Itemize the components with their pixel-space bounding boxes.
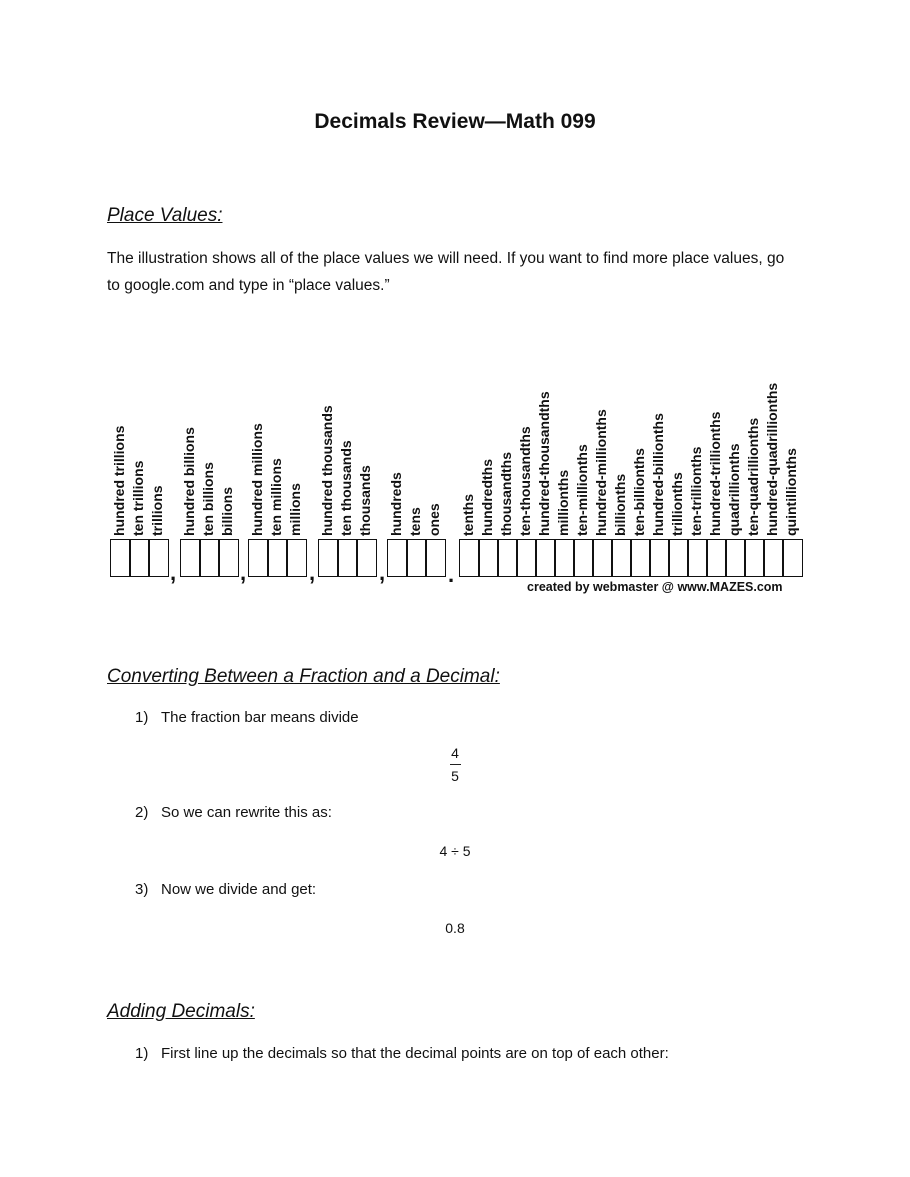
decimal-point: .: [448, 562, 455, 587]
place-value-label: quadrillionths: [726, 443, 742, 536]
place-value-box: [318, 539, 339, 577]
place-value-box: [459, 539, 480, 577]
place-value-box: [478, 539, 499, 577]
place-value-label: trillionths: [669, 472, 685, 536]
place-value-box: [425, 539, 446, 577]
place-values-heading: Place Values:: [107, 205, 223, 226]
fraction-bar: [450, 764, 461, 765]
place-value-box: [744, 539, 765, 577]
place-value-box: [337, 539, 358, 577]
place-value-label: ten thousands: [338, 440, 354, 536]
place-value-label: thousandths: [498, 452, 514, 536]
place-value-box: [706, 539, 727, 577]
step-number: 2): [135, 804, 149, 821]
place-value-box: [286, 539, 307, 577]
place-value-label: hundred thousands: [319, 405, 335, 536]
place-value-box: [356, 539, 377, 577]
place-value-label: thousands: [357, 465, 373, 536]
step-number: 3): [135, 881, 149, 898]
place-value-box: [535, 539, 556, 577]
page-title: Decimals Review—Math 099: [314, 110, 596, 133]
place-value-label: ten-trillionths: [688, 446, 704, 536]
place-value-box: [148, 539, 169, 577]
place-value-box: [782, 539, 803, 577]
step-text: Now we divide and get:: [161, 881, 317, 898]
place-value-box: [199, 539, 220, 577]
place-value-label: billionths: [612, 473, 628, 536]
comma-separator: ,: [379, 560, 386, 585]
place-value-box: [267, 539, 288, 577]
step-number: 1): [135, 1045, 149, 1062]
place-value-label: hundred-thousandths: [536, 391, 552, 536]
place-value-box: [573, 539, 594, 577]
place-value-label: billions: [219, 487, 235, 536]
place-value-box: [497, 539, 518, 577]
place-value-box: [630, 539, 651, 577]
place-value-label: hundred-millionths: [593, 409, 609, 536]
place-value-box: [248, 539, 269, 577]
place-values-paragraph: The illustration shows all of the place values we will need. If you want to find more place values, go to google.com and type in “place values.”: [107, 250, 785, 294]
division-result: 0.8: [445, 920, 465, 936]
step-text: First line up the decimals so that the decimal points are on top of each other:: [161, 1045, 669, 1062]
place-value-label: ones: [426, 503, 442, 536]
place-value-label: ten trillions: [130, 460, 146, 536]
fraction-denominator: 5: [451, 768, 459, 784]
place-value-label: hundred-quadrillionths: [764, 382, 780, 536]
place-value-box: [129, 539, 150, 577]
comma-separator: ,: [309, 560, 316, 585]
place-value-box: [554, 539, 575, 577]
place-value-label: millions: [287, 483, 303, 536]
place-value-box: [649, 539, 670, 577]
step-text: So we can rewrite this as:: [161, 804, 332, 821]
place-value-box: [110, 539, 131, 577]
place-value-label: hundreds: [388, 472, 404, 536]
place-value-label: ten-billionths: [631, 448, 647, 536]
step-text: The fraction bar means divide: [161, 709, 359, 726]
place-value-label: millionths: [555, 469, 571, 536]
place-value-box: [516, 539, 537, 577]
place-value-label: hundred-billionths: [650, 413, 666, 536]
place-value-label: trillions: [149, 485, 165, 536]
place-value-box: [218, 539, 239, 577]
place-value-label: hundred billions: [181, 427, 197, 536]
place-value-box: [180, 539, 201, 577]
place-value-label: hundred trillions: [111, 425, 127, 536]
place-value-label: tens: [407, 507, 423, 536]
place-value-box: [592, 539, 613, 577]
place-value-label: ten billions: [200, 462, 216, 536]
converting-heading: Converting Between a Fraction and a Decimal:: [107, 666, 500, 687]
chart-credit: created by webmaster @ www.MAZES.com: [527, 580, 783, 594]
comma-separator: ,: [170, 560, 177, 585]
step-number: 1): [135, 709, 149, 726]
place-value-label: tenths: [460, 494, 476, 536]
place-value-label: hundred-trillionths: [707, 411, 723, 536]
division-expression: 4 ÷ 5: [439, 843, 471, 859]
place-value-box: [668, 539, 689, 577]
place-value-label: ten-quadrillionths: [745, 417, 761, 536]
fraction: [435, 745, 475, 784]
place-value-box: [725, 539, 746, 577]
place-value-label: ten-thousandths: [517, 426, 533, 536]
place-value-label: ten millions: [268, 458, 284, 536]
place-value-box: [611, 539, 632, 577]
place-value-label: quintillionths: [783, 448, 799, 536]
place-value-label: hundredths: [479, 459, 495, 536]
place-value-box: [406, 539, 427, 577]
comma-separator: ,: [240, 560, 247, 585]
fraction-numerator: 4: [451, 745, 459, 761]
place-value-label: hundred millions: [249, 423, 265, 536]
place-value-label: ten-millionths: [574, 444, 590, 536]
place-value-box: [687, 539, 708, 577]
place-value-box: [387, 539, 408, 577]
adding-heading: Adding Decimals:: [107, 1001, 255, 1022]
place-value-box: [763, 539, 784, 577]
